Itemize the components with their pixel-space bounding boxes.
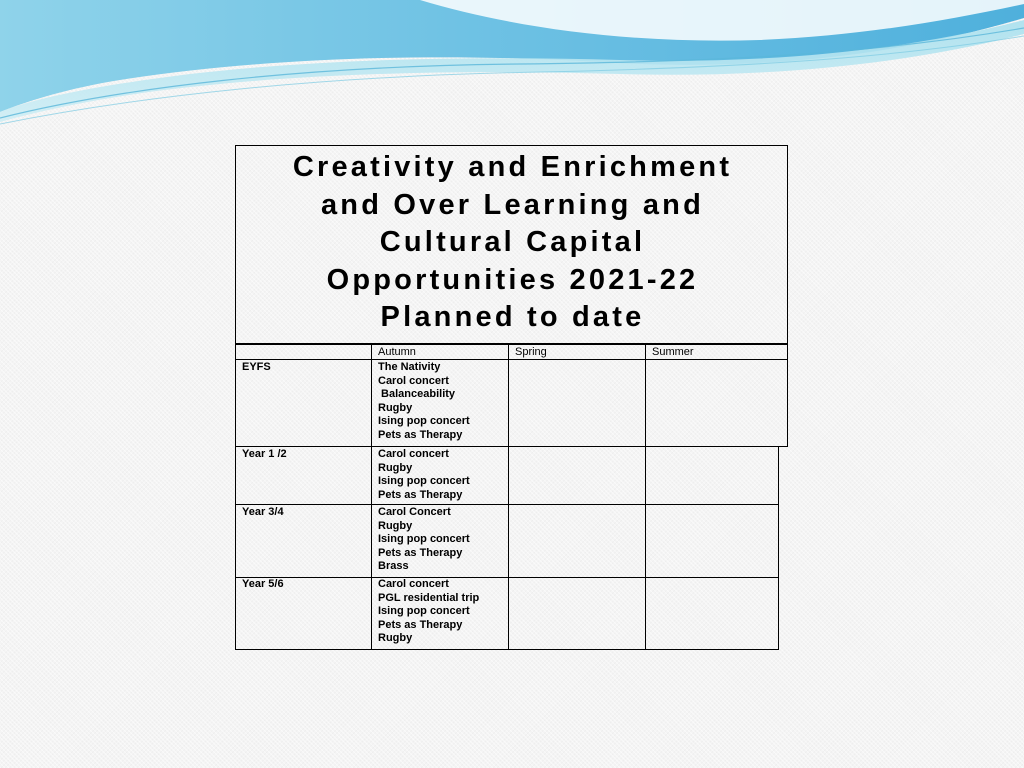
table-rule [235,649,779,650]
title-line: and Over Learning and [320,188,705,221]
title-box [235,145,788,344]
table-rule [235,504,779,505]
activity-item: Carol Concert [378,506,451,518]
activity-item: Ising pop concert [378,475,470,488]
activity-item: Brass [378,560,409,573]
activity-item: Pets as Therapy [378,428,463,441]
table-rule [508,344,509,650]
activity-item: Rugby [378,632,413,645]
header-wave-decoration [0,0,1024,130]
activity-item: Carol concert [378,374,449,387]
activity-item: Pets as Therapy [378,618,463,631]
table-rule [778,446,779,650]
autumn-cell-year-5-6 [378,578,479,646]
slide-title [236,149,789,337]
activity-item: PGL residential trip [378,591,480,604]
column-header-autumn: Autumn [378,346,416,358]
activity-item: Rugby [378,461,413,474]
activity-item: Balanceability [378,388,456,401]
activity-item: Rugby [378,401,413,414]
column-header-spring: Spring [515,346,547,358]
autumn-cell-year-1-2 [378,448,470,502]
activity-item: Rugby [378,519,413,532]
table-rule [787,344,788,447]
row-label-year-3-4: Year 3/4 [242,506,284,518]
row-label-year-1-2: Year 1 /2 [242,448,287,460]
table-rule [235,446,788,447]
table-header-row [235,344,788,360]
title-line: Planned to date [380,301,645,334]
title-line: Creativity and Enrichment [292,151,733,183]
activity-item: Pets as Therapy [378,546,463,559]
activity-item: Carol concert [378,448,449,460]
row-label-year-5-6: Year 5/6 [242,578,284,590]
autumn-cell-year-3-4 [378,506,470,574]
column-header-summer: Summer [652,346,694,358]
activity-item: Ising pop concert [378,415,470,428]
table-rule [235,344,236,650]
title-line: Cultural Capital [379,226,646,259]
activity-item: Ising pop concert [378,533,470,546]
activity-item: Pets as Therapy [378,488,463,501]
row-label-eyfs: EYFS [242,361,271,373]
activity-item: Carol concert [378,578,449,590]
table-rule [645,344,646,650]
table-rule [235,577,779,578]
table-rule [371,344,372,650]
activity-item: The Nativity [378,361,441,373]
table-rule [235,359,788,360]
autumn-cell-eyfs [378,361,470,443]
activity-item: Ising pop concert [378,605,470,618]
title-line: Opportunities 2021-22 [326,263,699,296]
